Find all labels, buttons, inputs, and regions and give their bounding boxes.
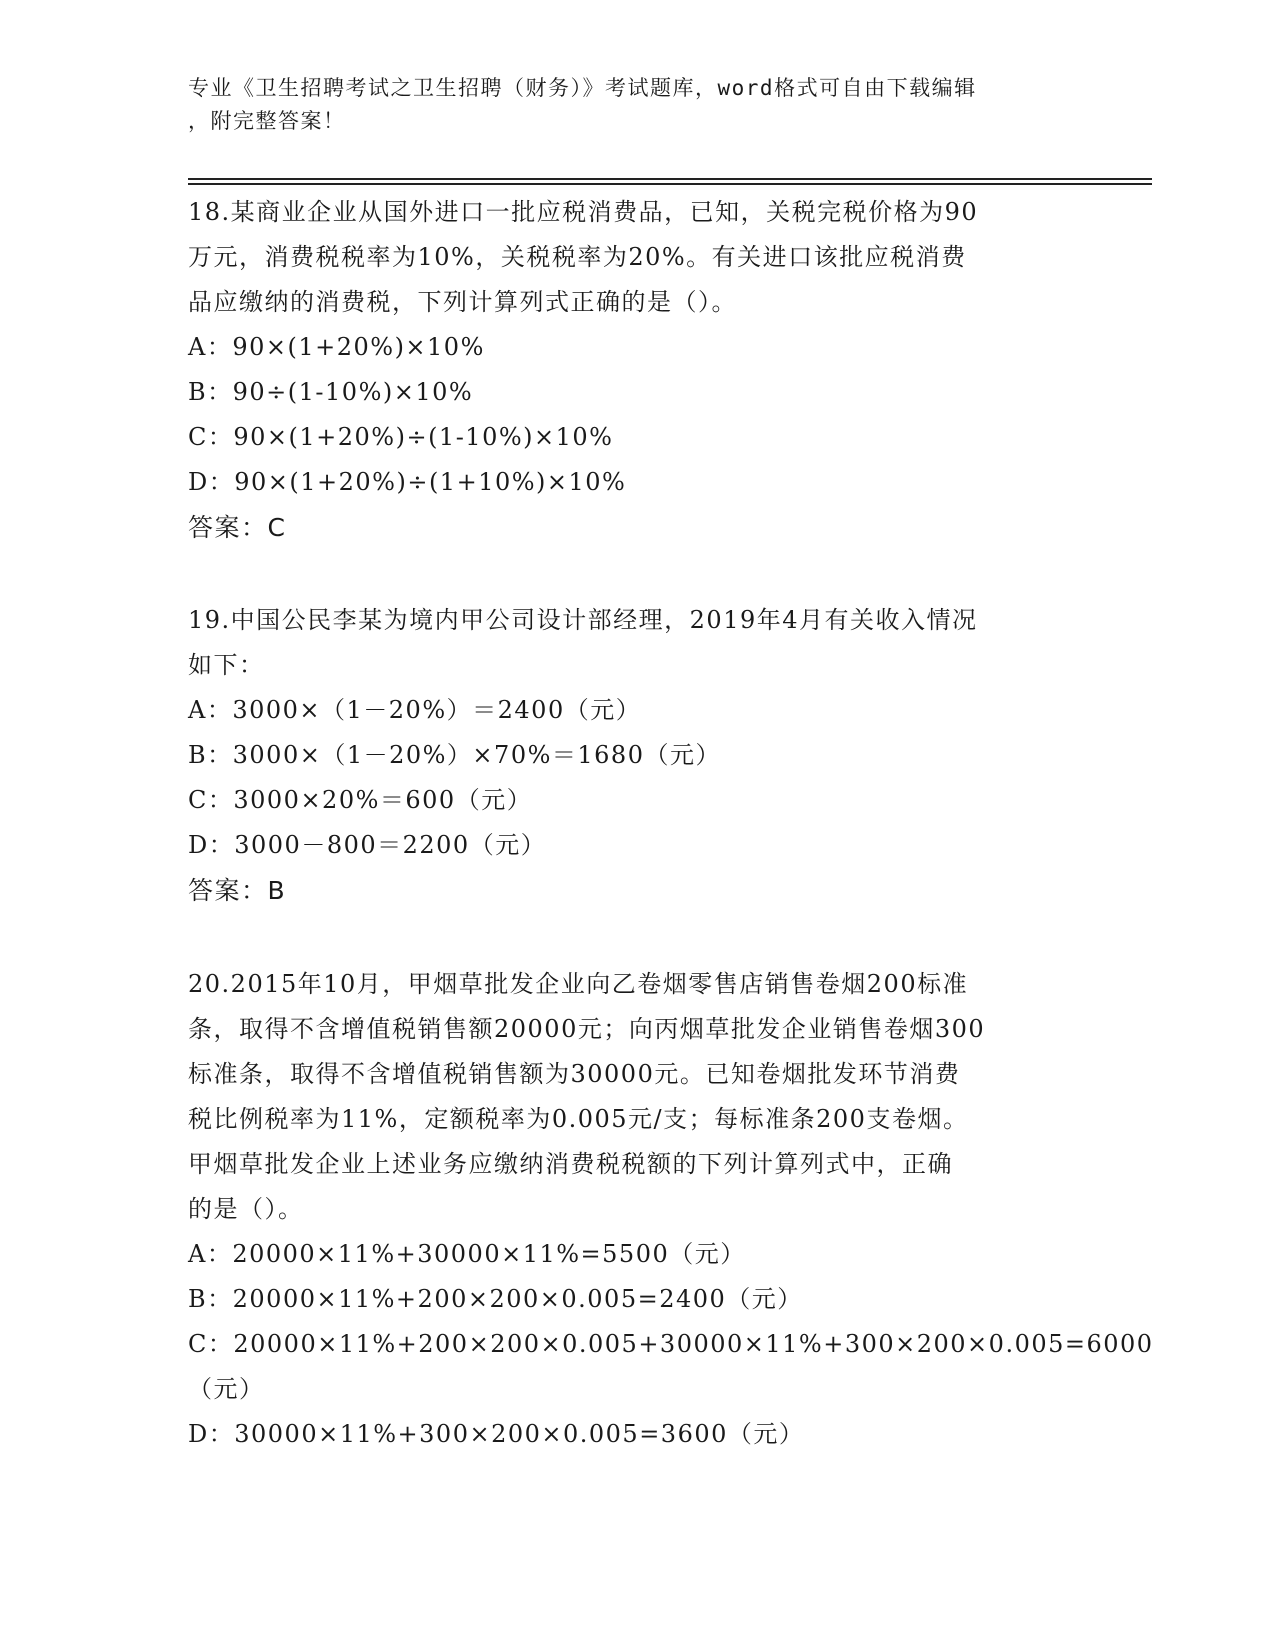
option-a: A：90×(1+20%)×10% — [188, 333, 485, 361]
question-19 — [188, 598, 1088, 914]
question-text-line: 19.中国公民李某为境内甲公司设计部经理，2019年4月有关收入情况 — [188, 606, 978, 634]
header-divider-bottom — [188, 183, 1152, 185]
question-text-line: 18.某商业企业从国外进口一批应税消费品，已知，关税完税价格为90 — [188, 198, 979, 226]
header-divider-top — [188, 178, 1152, 180]
header-line-1: 专业《卫生招聘考试之卫生招聘（财务）》考试题库，word格式可自由下载编辑 — [188, 76, 977, 100]
question-text-line: 的是（）。 — [188, 1195, 304, 1223]
option-c: C：20000×11%+200×200×0.005+30000×11%+300×200×0.005=6000 — [188, 1330, 1154, 1358]
option-a: A：3000×（1－20%）＝2400（元） — [188, 696, 642, 724]
question-text-line: 如下： — [188, 651, 265, 679]
option-d: D：30000×11%+300×200×0.005=3600（元） — [188, 1420, 805, 1448]
question-text-line: 标准条，取得不含增值税销售额为30000元。已知卷烟批发环节消费 — [188, 1060, 961, 1088]
header-line-2: ，附完整答案！ — [188, 109, 346, 133]
document-header — [188, 72, 1068, 138]
question-text-line: 甲烟草批发企业上述业务应缴纳消费税税额的下列计算列式中，正确 — [188, 1150, 953, 1178]
option-b: B：90÷(1-10%)×10% — [188, 378, 474, 406]
option-d: D：3000－800＝2200（元） — [188, 831, 547, 859]
question-text-line: 税比例税率为11%，定额税率为0.005元/支；每标准条200支卷烟。 — [188, 1105, 969, 1133]
option-c-continuation: （元） — [188, 1375, 265, 1403]
option-c: C：90×(1+20%)÷(1-10%)×10% — [188, 423, 614, 451]
option-d: D：90×(1+20%)÷(1+10%)×10% — [188, 468, 627, 496]
question-20 — [188, 962, 1154, 1457]
question-18 — [188, 190, 1088, 551]
option-c: C：3000×20%＝600（元） — [188, 786, 533, 814]
question-text-line: 品应缴纳的消费税，下列计算列式正确的是（）。 — [188, 288, 737, 316]
question-text-line: 条，取得不含增值税销售额20000元；向丙烟草批发企业销售卷烟300 — [188, 1015, 986, 1043]
answer-label: 答案：C — [188, 513, 287, 542]
option-b: B：3000×（1－20%）×70%＝1680（元） — [188, 741, 721, 769]
question-text-line: 20.2015年10月，甲烟草批发企业向乙卷烟零售店销售卷烟200标准 — [188, 970, 969, 998]
option-a: A：20000×11%+30000×11%=5500（元） — [188, 1240, 746, 1268]
question-text-line: 万元，消费税税率为10%，关税税率为20%。有关进口该批应税消费 — [188, 243, 967, 271]
option-b: B：20000×11%+200×200×0.005=2400（元） — [188, 1285, 803, 1313]
answer-label: 答案：B — [188, 876, 287, 905]
